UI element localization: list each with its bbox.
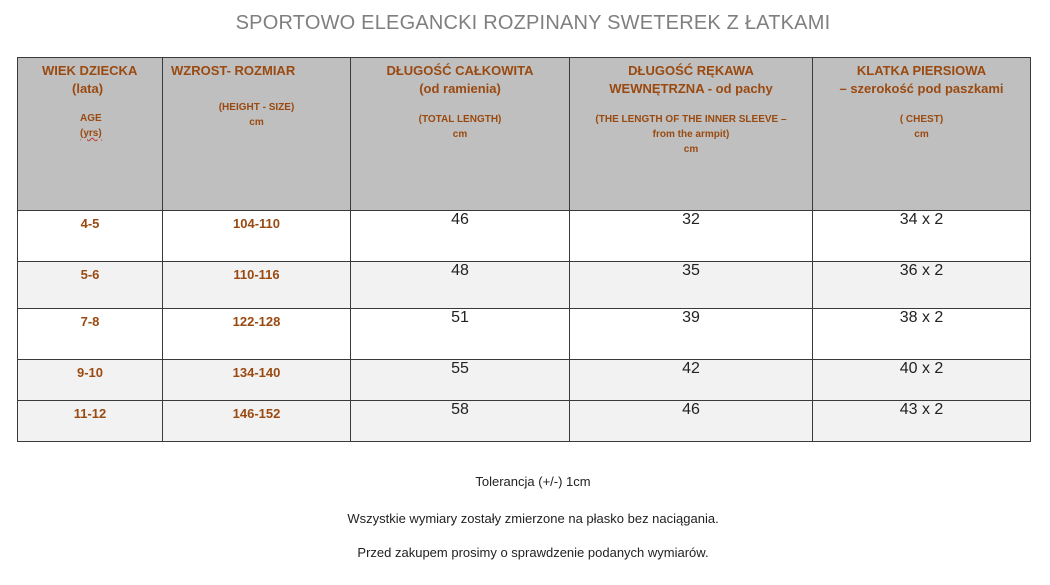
header-sleeve-title: DŁUGOŚĆ RĘKAWA <box>628 63 754 78</box>
header-chest-title: KLATKA PIERSIOWA <box>856 63 987 78</box>
cell-chest: 36 x 2 <box>813 262 1031 309</box>
header-sleeve-sub: WEWNĘTRZNA - od pachy <box>609 81 773 96</box>
header-sleeve-en: (THE LENGTH OF THE INNER SLEEVE – <box>595 114 787 125</box>
cell-height: 122-128 <box>163 309 351 360</box>
cell-length: 55 <box>351 360 570 401</box>
cell-length: 51 <box>351 309 570 360</box>
cell-sleeve: 32 <box>570 211 813 262</box>
cell-chest: 40 x 2 <box>813 360 1031 401</box>
cell-length: 58 <box>351 401 570 442</box>
table-row <box>18 360 1031 401</box>
header-chest-en: ( CHEST) <box>899 114 944 125</box>
header-height-title: WZROST- ROZMIAR <box>171 63 296 78</box>
header-length-sub: (od ramienia) <box>419 81 501 96</box>
tolerance-note: Tolerancja (+/-) 1cm <box>475 474 591 489</box>
cell-chest: 43 x 2 <box>813 401 1031 442</box>
size-table <box>17 57 1031 442</box>
cell-age: 4-5 <box>18 211 163 262</box>
cell-chest: 38 x 2 <box>813 309 1031 360</box>
cell-length: 48 <box>351 262 570 309</box>
cell-sleeve: 42 <box>570 360 813 401</box>
cell-height: 110-116 <box>163 262 351 309</box>
header-age-title: WIEK DZIECKA <box>42 63 138 78</box>
table-row <box>18 401 1031 442</box>
cell-height: 134-140 <box>163 360 351 401</box>
table-row <box>18 211 1031 262</box>
cell-age: 11-12 <box>18 401 163 442</box>
header-length-unit: cm <box>452 129 468 140</box>
cell-height: 104-110 <box>163 211 351 262</box>
cell-height: 146-152 <box>163 401 351 442</box>
cell-sleeve: 46 <box>570 401 813 442</box>
header-height <box>163 58 351 211</box>
table-row <box>18 309 1031 360</box>
header-height-unit: cm <box>249 117 264 128</box>
cell-age: 5-6 <box>18 262 163 309</box>
table-row <box>18 262 1031 309</box>
cell-sleeve: 35 <box>570 262 813 309</box>
cell-chest: 34 x 2 <box>813 211 1031 262</box>
header-age-en-unit: (yrs) <box>80 128 102 139</box>
header-age <box>18 58 163 211</box>
header-chest <box>813 58 1031 211</box>
header-length <box>351 58 570 211</box>
header-sleeve-en2: from the armpit) <box>652 129 730 140</box>
header-sleeve <box>570 58 813 211</box>
page-title: SPORTOWO ELEGANCKI ROZPINANY SWETEREK Z ŁATKAMI <box>235 12 831 34</box>
header-chest-unit: cm <box>914 129 929 140</box>
header-row <box>18 58 1031 211</box>
cell-length: 46 <box>351 211 570 262</box>
header-age-en: AGE <box>80 113 102 124</box>
header-age-unit: (lata) <box>72 81 104 96</box>
header-chest-sub: – szerokość pod paszkami <box>839 81 1004 96</box>
check-note: Przed zakupem prosimy o sprawdzenie podanych wymiarów. <box>357 545 709 560</box>
cell-age: 7-8 <box>18 309 163 360</box>
measurement-note: Wszystkie wymiary zostały zmierzone na płasko bez naciągania. <box>347 511 719 526</box>
header-length-title: DŁUGOŚĆ CAŁKOWITA <box>386 63 534 78</box>
header-length-en: (TOTAL LENGTH) <box>418 114 502 125</box>
header-sleeve-unit: cm <box>683 144 699 155</box>
header-height-en: (HEIGHT - SIZE) <box>218 102 295 113</box>
cell-age: 9-10 <box>18 360 163 401</box>
cell-sleeve: 39 <box>570 309 813 360</box>
